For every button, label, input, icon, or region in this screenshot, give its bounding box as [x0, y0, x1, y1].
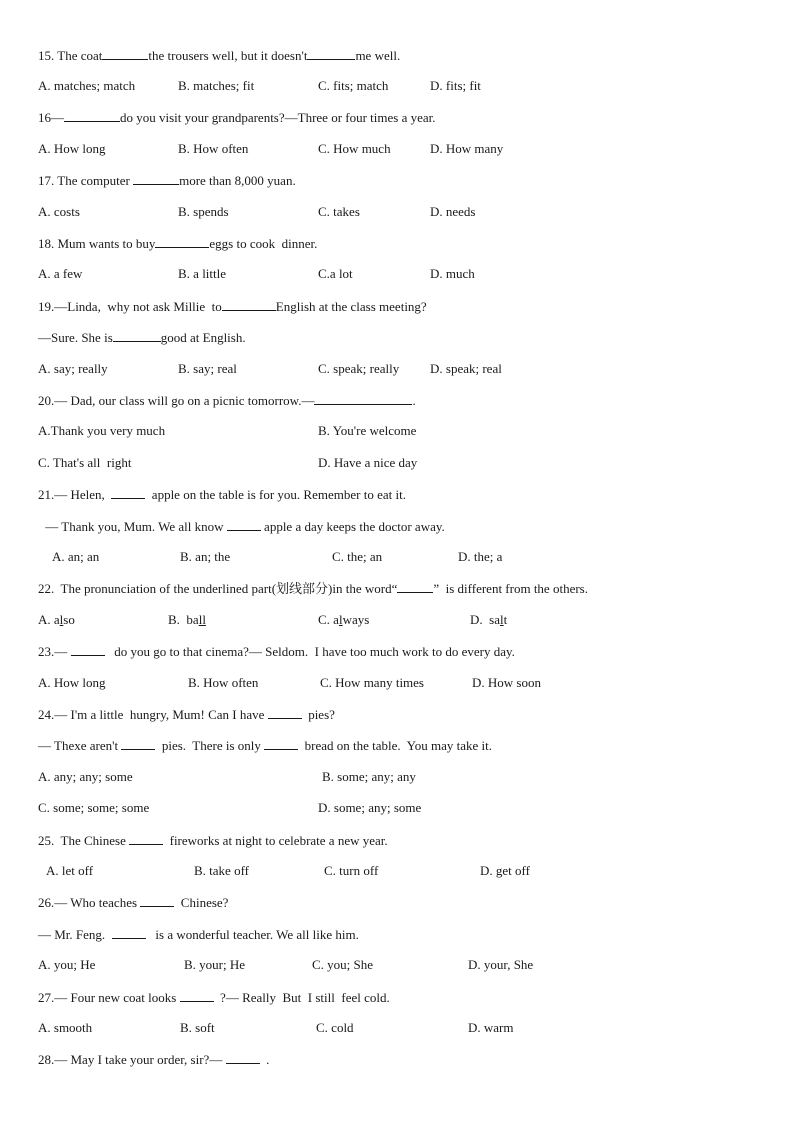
answer-blank	[180, 989, 214, 1002]
option-b: B. soft	[180, 1020, 215, 1035]
option-b: B. ball	[168, 612, 206, 627]
answer-blank	[268, 706, 302, 719]
option-a: A. How long	[38, 141, 106, 156]
answer-blank	[227, 518, 261, 531]
option-b: B. How often	[178, 141, 249, 156]
answer-blank	[102, 47, 148, 60]
answer-blank	[314, 392, 412, 405]
answer-blank	[155, 235, 209, 248]
option-d: D. needs	[430, 204, 476, 219]
answer-blank	[111, 486, 145, 499]
option-c: C. speak; really	[318, 361, 400, 376]
option-b: B. say; real	[178, 361, 237, 376]
question-17-stem: 17. The computer more than 8,000 yuan.	[38, 173, 296, 188]
option-a: A. an; an	[52, 549, 100, 564]
option-a: A. How long	[38, 675, 106, 690]
underlined-letters: l	[499, 612, 504, 627]
option-c: C. How much	[318, 141, 391, 156]
option-d: D. some; any; some	[318, 800, 422, 815]
option-b: B. matches; fit	[178, 78, 255, 93]
option-a: A. smooth	[38, 1020, 93, 1035]
option-c: C. some; some; some	[38, 800, 150, 815]
option-b: B. spends	[178, 204, 229, 219]
question-20-stem: 20.— Dad, our class will go on a picnic tomorrow.— .	[38, 393, 416, 408]
answer-blank	[140, 894, 174, 907]
option-c: C. always	[318, 612, 370, 627]
answer-blank	[307, 47, 355, 60]
option-d: D. How many	[430, 141, 504, 156]
question-27-stem: 27.— Four new coat looks ?— Really But I still feel cold.	[38, 990, 390, 1005]
option-a: A. let off	[46, 863, 94, 878]
question-15-stem: 15. The coat the trousers well, but it doesn't me well.	[38, 48, 401, 63]
question-26-stem: 26.— Who teaches Chinese?	[38, 895, 229, 910]
option-c: C. cold	[316, 1020, 354, 1035]
option-a: A. you; He	[38, 957, 96, 972]
option-d: D. get off	[480, 863, 530, 878]
option-d: D. your, She	[468, 957, 534, 972]
option-b: B. a little	[178, 266, 227, 281]
option-b: B. your; He	[184, 957, 246, 972]
answer-blank	[71, 643, 105, 656]
option-d: D. the; a	[458, 549, 503, 564]
question-22-stem: 22. The pronunciation of the underlined part(划线部分)in the word“ ” is different from the others.	[38, 581, 588, 596]
option-d: D. much	[430, 266, 475, 281]
option-a: A. matches; match	[38, 78, 136, 93]
answer-blank	[121, 737, 155, 750]
option-b: B. some; any; any	[322, 769, 416, 784]
underlined-letters: l	[59, 612, 64, 627]
question-24-reply: — Thexe aren't pies. There is only bread on the table. You may take it.	[38, 738, 493, 753]
option-c: C.a lot	[318, 266, 353, 281]
option-c: C. you; She	[312, 957, 374, 972]
option-d: D. Have a nice day	[318, 455, 418, 470]
option-a: A. costs	[38, 204, 80, 219]
option-a: A. also	[38, 612, 75, 627]
underlined-letters: l	[338, 612, 343, 627]
question-19-stem: 19.—Linda, why not ask Millie to English at the class meeting?	[38, 299, 427, 314]
option-c: C. How many times	[320, 675, 424, 690]
option-b: B. an; the	[180, 549, 231, 564]
answer-blank	[264, 737, 298, 750]
answer-blank	[397, 580, 433, 593]
option-c: C. turn off	[324, 863, 379, 878]
option-d: D. warm	[468, 1020, 514, 1035]
option-c: C. the; an	[332, 549, 383, 564]
option-a: A. say; really	[38, 361, 108, 376]
option-b: B. take off	[194, 863, 249, 878]
answer-blank	[129, 832, 163, 845]
option-c: C. takes	[318, 204, 360, 219]
answer-blank	[222, 298, 276, 311]
option-d: D. speak; real	[430, 361, 502, 376]
question-28-stem: 28.— May I take your order, sir?— .	[38, 1052, 270, 1067]
answer-blank	[113, 329, 161, 342]
question-19-reply: —Sure. She is good at English.	[38, 330, 246, 345]
question-23-stem: 23.— do you go to that cinema?— Seldom. I have too much work to do every day.	[38, 644, 515, 659]
option-d: D. How soon	[472, 675, 541, 690]
option-d: D. salt	[470, 612, 508, 627]
option-b: B. You're welcome	[318, 423, 417, 438]
question-24-stem: 24.— I'm a little hungry, Mum! Can I have pies?	[38, 707, 335, 722]
answer-blank	[133, 172, 179, 185]
option-b: B. How often	[188, 675, 259, 690]
option-c: C. fits; match	[318, 78, 389, 93]
answer-blank	[64, 109, 120, 122]
question-16-stem: 16— do you visit your grandparents?—Three or four times a year.	[38, 110, 436, 125]
option-a: A.Thank you very much	[38, 423, 166, 438]
option-a: A. a few	[38, 266, 83, 281]
option-d: D. fits; fit	[430, 78, 481, 93]
question-26-reply: — Mr. Feng. is a wonderful teacher. We all like him.	[38, 927, 359, 942]
answer-blank	[226, 1051, 260, 1064]
question-21-reply: — Thank you, Mum. We all know apple a day keeps the doctor away.	[42, 519, 445, 534]
option-c: C. That's all right	[38, 455, 132, 470]
answer-blank	[112, 926, 146, 939]
question-18-stem: 18. Mum wants to buy eggs to cook dinner.	[38, 236, 318, 251]
question-25-stem: 25. The Chinese fireworks at night to celebrate a new year.	[38, 833, 388, 848]
question-21-stem: 21.— Helen, apple on the table is for you. Remember to eat it.	[38, 487, 406, 502]
option-a: A. any; any; some	[38, 769, 133, 784]
underlined-letters: ll	[198, 612, 206, 627]
